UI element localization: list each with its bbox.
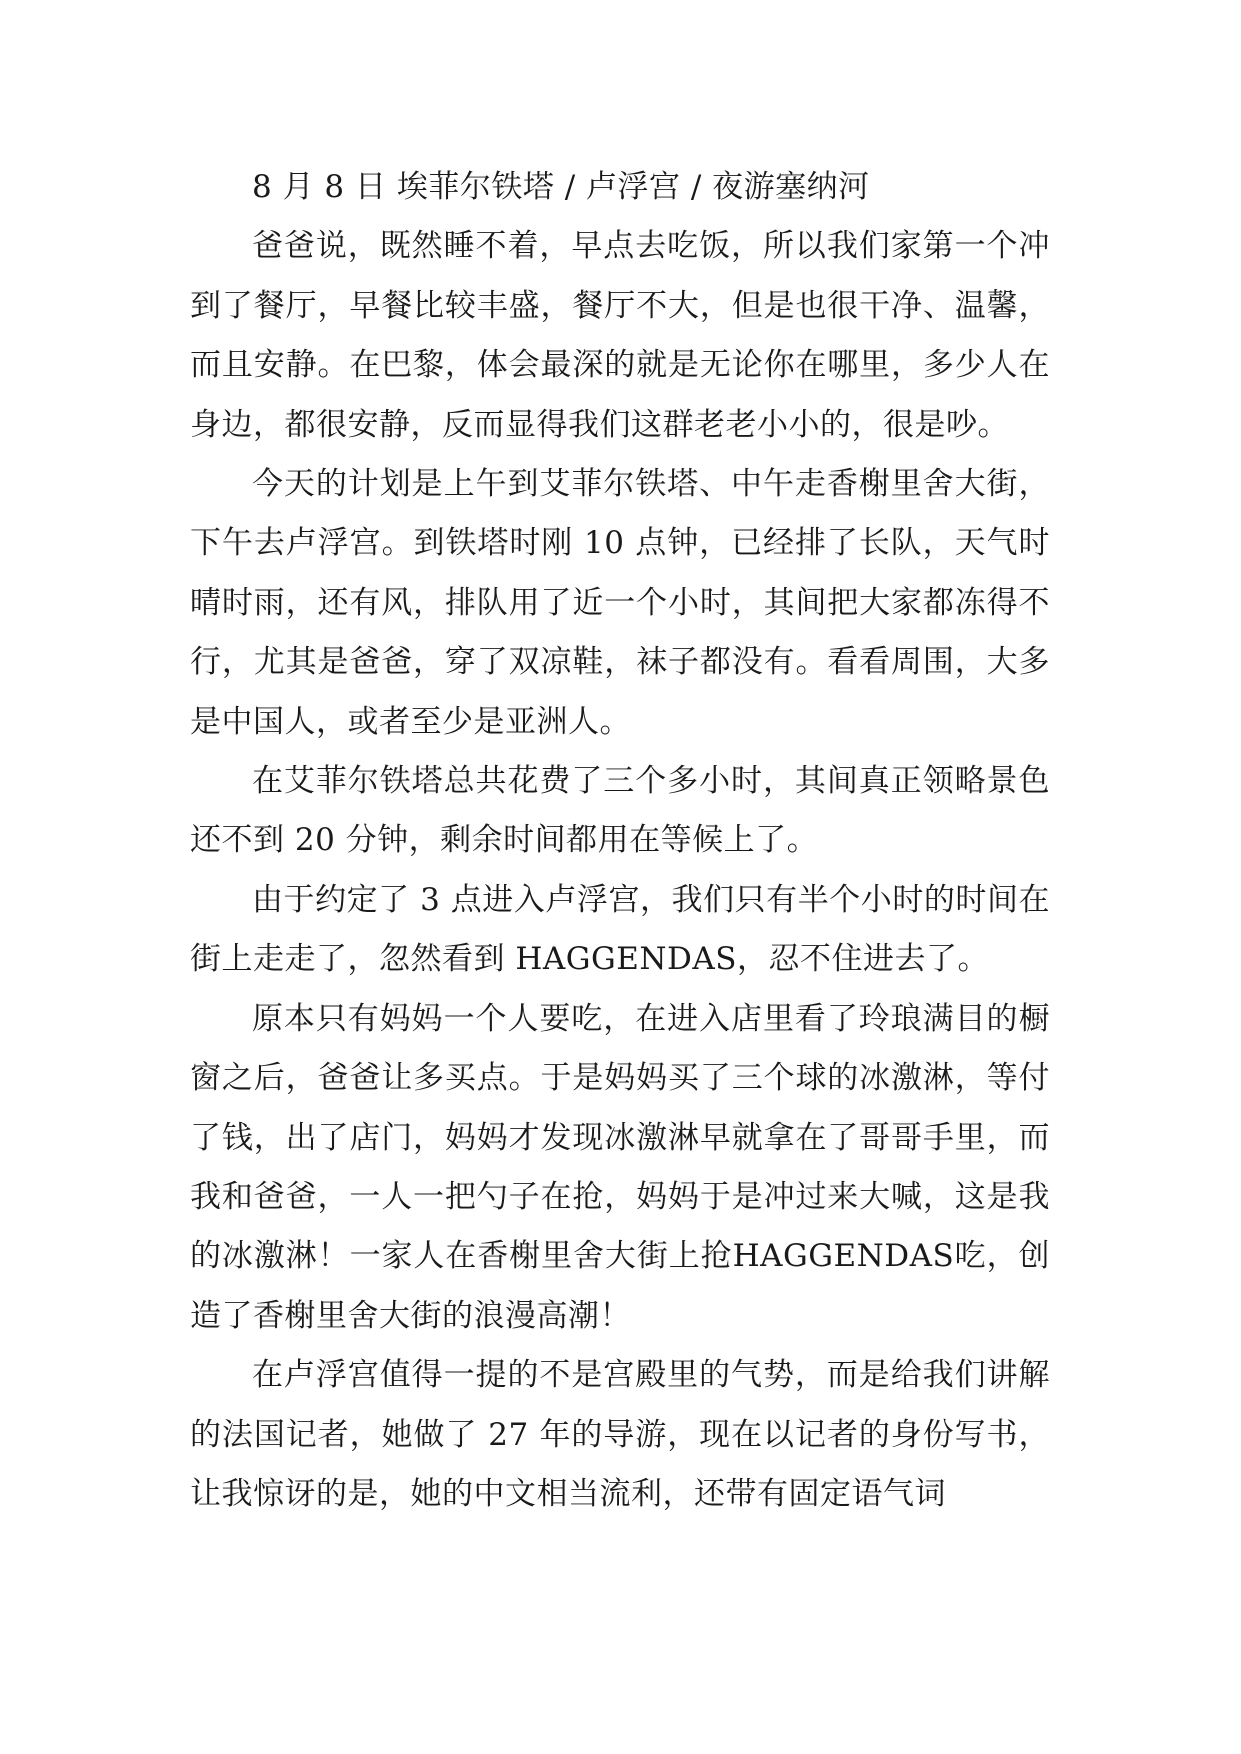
paragraph-haggendas: 由于约定了 3 点进入卢浮宫，我们只有半个小时的时间在街上走走了，忽然看到 HAGGENDAS，忍不住进去了。 bbox=[190, 881, 1050, 978]
paragraph-ice-cream: 原本只有妈妈一个人要吃，在进入店里看了玲琅满目的橱窗之后，爸爸让多买点。于是妈妈买了三个球的冰激淋，等付了钱，出了店门，妈妈才发现冰激淋早就拿在了哥哥手里，而我和爸爸，一人一把勺子在抢，妈妈于是冲过来大喊，这是我的冰激淋！一家人在香榭里舍大街上抢HAGGENDAS吃，创造了香榭里舍大街的浪漫高潮！ bbox=[190, 1000, 1050, 1334]
document-body bbox=[190, 158, 1050, 1524]
paragraph-eiffel-plan: 今天的计划是上午到艾菲尔铁塔、中午走香榭里舍大街，下午去卢浮宫。到铁塔时刚 10 点钟，已经排了长队，天气时晴时雨，还有风，排队用了近一个小时，其间把大家都冻得不行，尤其是爸爸，穿了双凉鞋，袜子都没有。看看周围，大多是中国人，或者至少是亚洲人。 bbox=[190, 466, 1050, 740]
paragraph-louvre: 在卢浮宫值得一提的不是宫殿里的气势，而是给我们讲解的法国记者，她做了 27 年的导游，现在以记者的身份写书，让我惊讶的是，她的中文相当流利，还带有固定语气词 bbox=[190, 1357, 1050, 1512]
paragraph-breakfast: 爸爸说，既然睡不着，早点去吃饭，所以我们家第一个冲到了餐厅，早餐比较丰盛，餐厅不大，但是也很干净、温馨，而且安静。在巴黎，体会最深的就是无论你在哪里，多少人在身边，都很安静，反而显得我们这群老老小小的，很是吵。 bbox=[190, 228, 1050, 443]
paragraph-eiffel-time: 在艾菲尔铁塔总共花费了三个多小时，其间真正领略景色还不到 20 分钟，剩余时间都用在等候上了。 bbox=[190, 763, 1050, 859]
document-heading: 8 月 8 日 埃菲尔铁塔 / 卢浮宫 / 夜游塞纳河 bbox=[252, 169, 870, 205]
